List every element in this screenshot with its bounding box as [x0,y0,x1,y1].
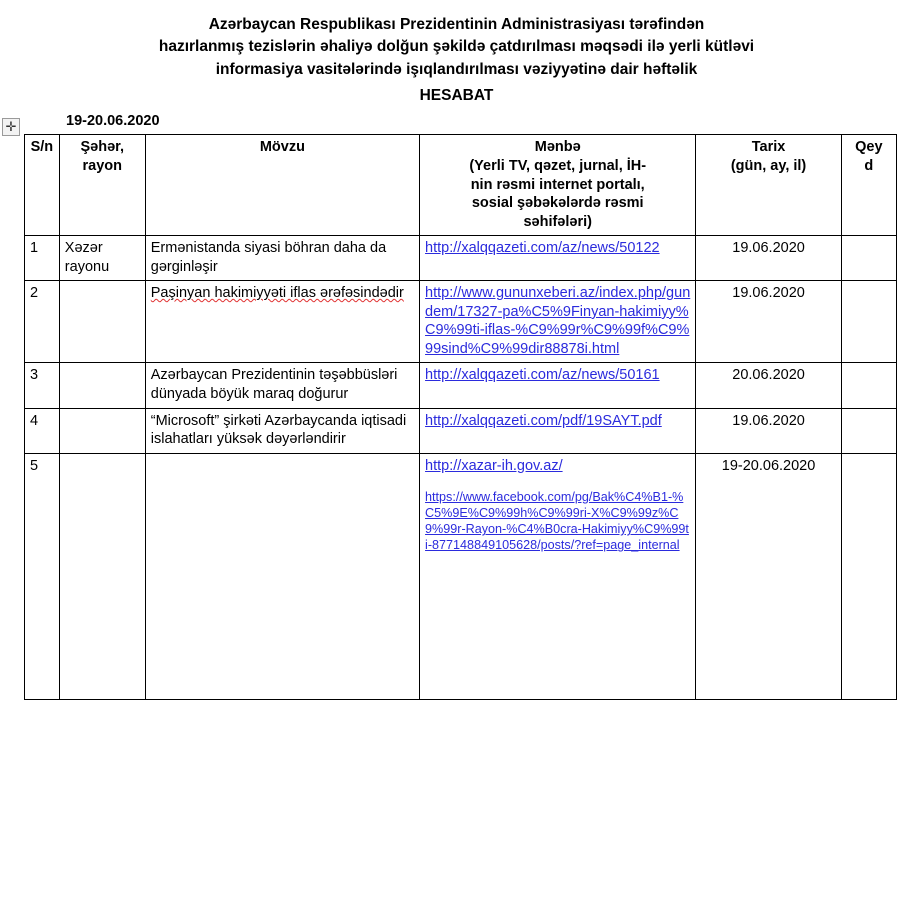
source-link[interactable]: http://xazar-ih.gov.az/ [425,457,563,474]
table-row [25,363,897,408]
header-city-text: Şəhər, rayon [80,139,125,174]
row-3-city [59,363,145,408]
header-note [841,135,896,236]
header-source-line-5: səhifələri) [523,213,592,230]
table-row [25,281,897,363]
row-1-source [420,236,696,281]
source-link[interactable]: http://xalqqazeti.com/az/news/50122 [425,240,660,257]
row-3-topic: Azərbaycan Prezidentinin təşəbbüsləri dünyada böyük maraq doğurur [145,363,419,408]
header-date-line-2: (gün, ay, il) [730,157,807,174]
row-2-sn: 2 [25,281,60,363]
table-row [25,453,897,699]
row-2-date: 19.06.2020 [696,281,841,363]
document-subtitle: HESABAT [419,87,494,105]
row-5-date: 19-20.06.2020 [696,453,841,699]
row-2-city [59,281,145,363]
row-4-city [59,408,145,453]
row-1-sn: 1 [25,236,60,281]
row-2-note [841,281,896,363]
header-source [420,135,696,236]
row-5-city [59,453,145,699]
row-5-sn: 5 [25,453,60,699]
table-row [25,236,897,281]
row-4-note [841,408,896,453]
header-city [59,135,145,236]
row-3-note [841,363,896,408]
header-source-line-1: Mənbə [534,139,581,156]
row-1-topic: Ermənistanda siyasi böhran daha da gərginləşir [145,236,419,281]
header-note-line-2: d [864,157,874,174]
row-5-topic [145,453,419,699]
header-source-line-3: nin rəsmi internet portalı, [470,176,645,193]
header-date [696,135,841,236]
row-5-note [841,453,896,699]
header-sn-text: S/n [30,139,54,156]
source-link[interactable]: http://www.gununxeberi.az/index.php/gundem/17327-pa%C5%9Finyan-hakimiyy%C9%99ti-iflas-%C9%99r%C9%99f%C9%99sind%C9%99dir88878i.html [425,285,691,357]
source-link[interactable]: https://www.facebook.com/pg/Bak%C4%B1-%C5%9E%C9%99h%C9%99ri-X%C9%99z%C9%99r-Rayon-%C4%B0cra-Hakimiyy%C9%99ti-877148849105628/posts/?ref=page_internal [425,490,689,553]
header-source-line-4: sosial şəbəkələrdə rəsmi [471,195,644,212]
row-4-date: 19.06.2020 [696,408,841,453]
header-topic-text: Mövzu [259,139,305,156]
header-topic [145,135,419,236]
row-3-date: 20.06.2020 [696,363,841,408]
move-cross-icon[interactable]: ✛ [2,118,20,136]
row-1-city: Xəzər rayonu [59,236,145,281]
header-note-line-1: Qey [855,139,883,156]
page-title [0,0,913,81]
header-date-line-1: Tarix [751,139,786,156]
row-3-source [420,363,696,408]
header-source-line-2: (Yerli TV, qəzet, jurnal, İH- [469,157,647,174]
title-line-1: Azərbaycan Respublikası Prezidentinin Administrasiyası tərəfindən [208,16,705,33]
title-line-3: informasiya vasitələrində işıqlandırılması vəziyyətinə dair həftəlik [215,60,698,78]
source-link[interactable]: http://xalqqazeti.com/az/news/50161 [425,367,660,384]
header-sn [25,135,60,236]
row-2-topic: Paşinyan hakimiyyəti iflas ərəfəsindədir [145,281,419,363]
row-1-date: 19.06.2020 [696,236,841,281]
row-4-topic: “Microsoft” şirkəti Azərbaycanda iqtisadi islahatları yüksək dəyərləndirir [145,408,419,453]
row-2-source [420,281,696,363]
row-1-note [841,236,896,281]
title-line-2: hazırlanmış tezislərin əhaliyə dolğun şəkildə çatdırılması məqsədi ilə yerli kütləvi [158,38,755,56]
row-5-source [420,453,696,699]
table-row [25,408,897,453]
source-link[interactable]: http://xalqqazeti.com/pdf/19SAYT.pdf [425,412,662,429]
report-table [24,134,897,699]
row-4-sn: 4 [25,408,60,453]
row-3-sn: 3 [25,363,60,408]
report-date-range: 19-20.06.2020 [66,113,160,130]
table-header-row [25,135,897,236]
row-4-source [420,408,696,453]
